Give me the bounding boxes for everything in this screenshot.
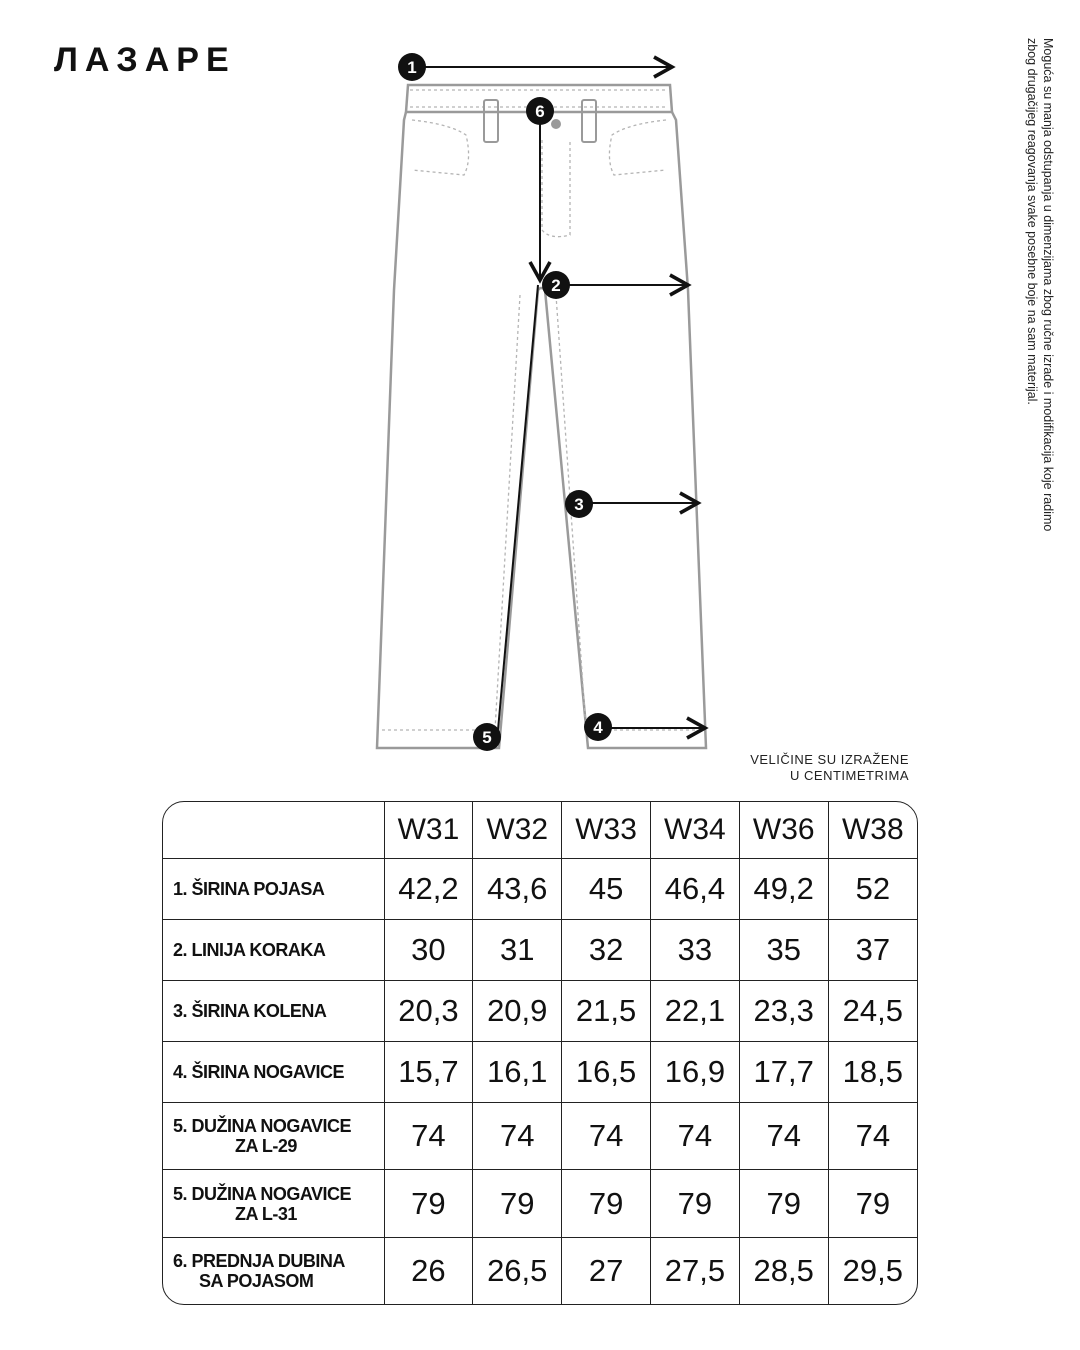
marker-4 (584, 713, 612, 741)
svg-text:1: 1 (407, 58, 417, 77)
row-label: 2. LINIJA KORAKA (163, 920, 384, 981)
table-cell: 16,9 (650, 1041, 739, 1102)
svg-text:3: 3 (574, 495, 584, 514)
table-cell: 32 (562, 920, 651, 981)
table-cell: 74 (828, 1102, 917, 1169)
table-cell: 26 (384, 1237, 473, 1304)
table-cell: 24,5 (828, 981, 917, 1042)
svg-text:6: 6 (535, 102, 545, 121)
table-cell: 79 (828, 1170, 917, 1237)
table-cell: 74 (739, 1102, 828, 1169)
row-label: 5. DUŽINA NOGAVICE ZA L-31 (163, 1170, 384, 1237)
side-note (1022, 38, 1055, 538)
table-cell: 23,3 (739, 981, 828, 1042)
units-note-line1: VELIČINE SU IZRAŽENE (750, 752, 909, 767)
table-cell: 35 (739, 920, 828, 981)
jeans-button (551, 119, 561, 129)
size-header: W32 (473, 802, 562, 859)
table-cell: 43,6 (473, 859, 562, 920)
table-cell: 33 (650, 920, 739, 981)
brand-logo (54, 42, 266, 78)
size-header: W34 (650, 802, 739, 859)
table-cell: 17,7 (739, 1041, 828, 1102)
header-empty-cell (163, 802, 384, 859)
table-cell: 79 (473, 1170, 562, 1237)
table-cell: 28,5 (739, 1237, 828, 1304)
table-cell: 31 (473, 920, 562, 981)
table-row (163, 920, 917, 981)
table-cell: 45 (562, 859, 651, 920)
table-cell: 21,5 (562, 981, 651, 1042)
table-cell: 29,5 (828, 1237, 917, 1304)
table-cell: 20,9 (473, 981, 562, 1042)
row-label: 5. DUŽINA NOGAVICE ZA L-29 (163, 1102, 384, 1169)
table-cell: 79 (739, 1170, 828, 1237)
table-cell: 27,5 (650, 1237, 739, 1304)
table-cell: 22,1 (650, 981, 739, 1042)
table-cell: 15,7 (384, 1041, 473, 1102)
size-header: W38 (828, 802, 917, 859)
size-header: W33 (562, 802, 651, 859)
measurement-lines (412, 67, 705, 730)
table-cell: 26,5 (473, 1237, 562, 1304)
table-cell: 30 (384, 920, 473, 981)
table-row (163, 1102, 917, 1169)
table-cell: 74 (650, 1102, 739, 1169)
marker-3 (565, 490, 593, 518)
table-cell: 16,1 (473, 1041, 562, 1102)
row-label: 6. PREDNJA DUBINA SA POJASOM (163, 1237, 384, 1304)
table-cell: 46,4 (650, 859, 739, 920)
table-row (163, 1041, 917, 1102)
size-header: W31 (384, 802, 473, 859)
table-cell: 18,5 (828, 1041, 917, 1102)
svg-text:2: 2 (551, 276, 561, 295)
table-cell: 27 (562, 1237, 651, 1304)
table-cell: 79 (650, 1170, 739, 1237)
units-note-line2: U CENTIMETRIMA (790, 768, 909, 783)
table-row (163, 1170, 917, 1237)
brand-name: ЛАЗАРЕ (54, 41, 236, 79)
table-cell: 79 (384, 1170, 473, 1237)
marker-1 (398, 53, 426, 81)
side-note-text: Moguća su manja odstupanja u dimenzijama zbog ručne izrade i modifikacija koje radimo zbog drugačijeg reagovanja svake posebne boje na sam materijal. (1025, 38, 1055, 532)
table-row (163, 981, 917, 1042)
jeans-stitching (382, 90, 701, 730)
svg-text:4: 4 (593, 718, 603, 737)
row-label: 3. ŠIRINA KOLENA (163, 981, 384, 1042)
table-cell: 16,5 (562, 1041, 651, 1102)
table-cell: 52 (828, 859, 917, 920)
jeans-measurement-diagram (360, 40, 740, 770)
size-chart-table (162, 801, 918, 1305)
row-label: 4. ŠIRINA NOGAVICE (163, 1041, 384, 1102)
row-label: 1. ŠIRINA POJASA (163, 859, 384, 920)
table-row (163, 1237, 917, 1304)
table-cell: 49,2 (739, 859, 828, 920)
units-note (750, 752, 909, 784)
svg-text:5: 5 (482, 728, 492, 747)
marker-6 (526, 97, 554, 125)
marker-5 (473, 723, 501, 751)
table-row (163, 859, 917, 920)
table-cell: 37 (828, 920, 917, 981)
table-cell: 74 (562, 1102, 651, 1169)
size-header: W36 (739, 802, 828, 859)
table-cell: 74 (473, 1102, 562, 1169)
table-header-row (163, 802, 917, 859)
table-cell: 74 (384, 1102, 473, 1169)
table-cell: 20,3 (384, 981, 473, 1042)
table-cell: 42,2 (384, 859, 473, 920)
marker-2 (542, 271, 570, 299)
table-cell: 79 (562, 1170, 651, 1237)
